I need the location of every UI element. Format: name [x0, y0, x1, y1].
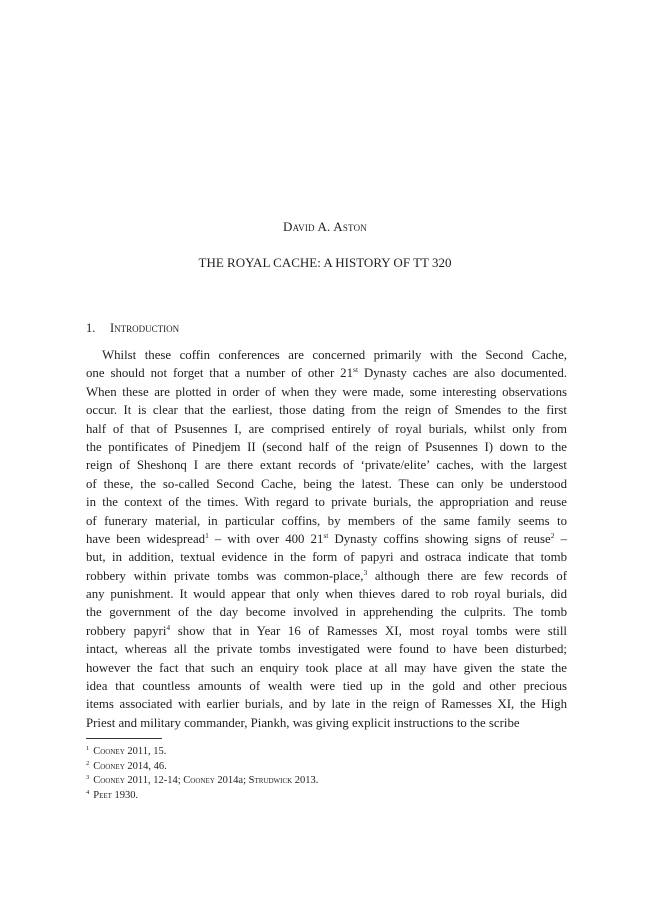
body-line: of these, the so-called Second Cache, being the latest. These can only be understood — [86, 476, 567, 491]
body-line: have been widespread$^1$ – with over 400 21st Dynasty coffins showing signs of reuse$^2$ – — [86, 530, 567, 546]
footnote-number: 2 — [86, 759, 90, 767]
footnote-item: $^3$ Cooney 2011, 12-14; Cooney 2014a; Strudwick 2013. — [86, 774, 319, 787]
section-number: 1. — [86, 321, 96, 335]
body-line: intact, whereas all the private tombs investigated were found to have been disturbed; — [86, 642, 567, 657]
section-heading — [86, 321, 179, 336]
footnote-ref[interactable]: 4 — [166, 622, 171, 632]
footnote-number: 1 — [86, 745, 90, 752]
body-line: of funerary material, in particular coffins, by members of the same family seems to — [86, 513, 567, 528]
body-line: occur. It is clear that the earliest, those dating from the reign of Smendes to the first — [86, 403, 567, 418]
footnote-ref[interactable]: 2 — [550, 530, 555, 540]
body-line: Priest and military commander, Piankh, was giving explicit instructions to the scribe — [86, 715, 520, 730]
body-line: but, in addition, textual evidence in the form of papyri and ostraca indicate that tomb — [86, 550, 567, 565]
chapter-title: THE ROYAL CACHE: A HISTORY OF TT 320 — [198, 255, 452, 270]
body-line: in the context of the times. With regard to private burials, the appropriation and reuse — [86, 495, 567, 510]
body-line: When these are plotted in order of when they were made, some interesting observations — [86, 384, 567, 399]
footnote-item: $^2$ Cooney 2014, 46. — [86, 759, 167, 772]
body-line: the pontificates of Pinedjem II (second half of the reign of Psusennes I) down to the — [86, 439, 567, 454]
footnote-ref[interactable]: 3 — [363, 567, 368, 577]
footnote-number: 4 — [86, 788, 90, 796]
footnote-item: $^4$ Peet 1930. — [86, 788, 139, 801]
superscript: st — [323, 530, 329, 540]
body-line: one should not forget that a number of other 21st Dynasty caches are also documented. — [86, 365, 568, 381]
footnote-ref[interactable]: 1 — [205, 530, 209, 540]
body-line: Whilst these coffin conferences are concerned primarily with the Second Cache, — [102, 348, 567, 362]
footnote-item: $^1$ Cooney 2011, 15. — [86, 745, 167, 757]
body-line: items associated with earlier burials, and by late in the reign of Ramesses XI, the High — [86, 697, 567, 712]
section-title: Introduction — [110, 321, 180, 335]
body-line: any punishment. It would appear that only when thieves dared to rob royal burials, did — [86, 587, 567, 602]
body-line: however the fact that such an enquiry took place at all may have given the state the — [86, 660, 567, 675]
superscript: st — [353, 365, 359, 375]
body-line: robbery within private tombs was common-place,$^3$ although there are few records of — [86, 567, 567, 583]
body-line: idea that countless amounts of wealth were tied up in the gold and other precious — [86, 679, 567, 694]
author-name: David A. Aston — [283, 219, 367, 234]
body-line: robbery papyri$^4$ show that in Year 16 of Ramesses XI, most royal tombs were still — [86, 622, 567, 638]
footnote-divider — [86, 738, 162, 739]
footnote-number: 3 — [86, 774, 90, 782]
body-text — [86, 346, 567, 732]
body-line: the government of the day become involved in apprehending the culprits. The tomb — [86, 605, 567, 620]
body-line: half of that of Psusennes I, are comprised entirely of royal burials, whilst only from — [86, 421, 567, 436]
footnotes — [86, 745, 318, 803]
body-line: reign of Sheshonq I are there extant records of ‘private/elite’ caches, with the largest — [86, 458, 567, 473]
